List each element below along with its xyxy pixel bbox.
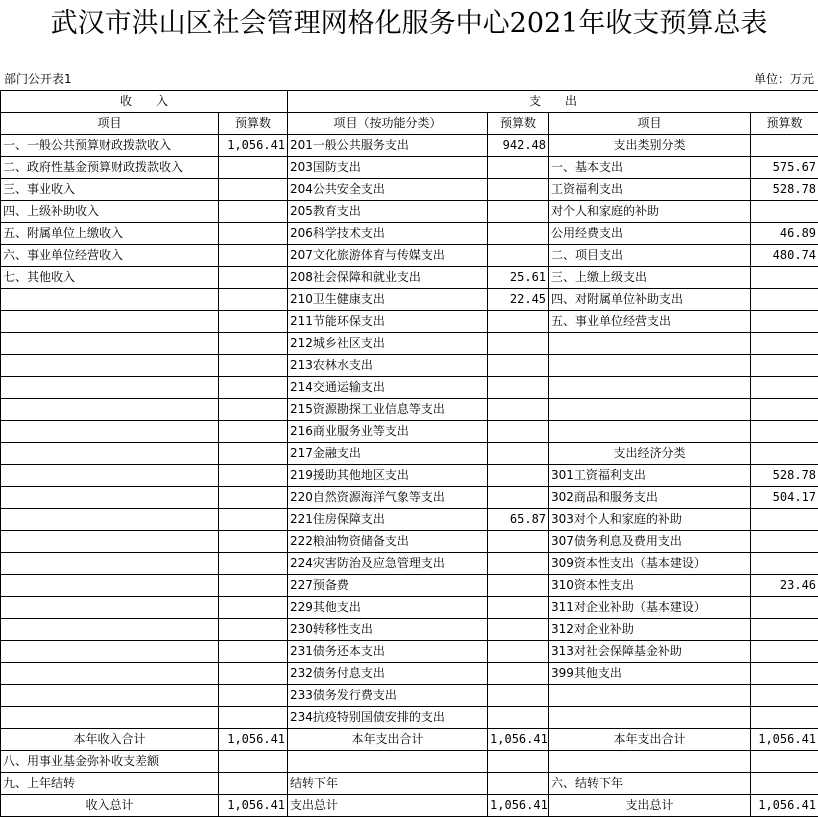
table-cell xyxy=(488,751,549,773)
table-row xyxy=(1,267,818,289)
table-row xyxy=(1,399,818,421)
table-cell xyxy=(751,663,818,685)
table-row xyxy=(1,553,818,575)
column-header: 预算数 xyxy=(219,113,288,135)
table-cell xyxy=(751,421,818,443)
table-cell: 25.61 xyxy=(488,267,549,289)
table-cell: 942.48 xyxy=(488,135,549,157)
table-cell xyxy=(751,267,818,289)
table-cell: 302商品和服务支出 xyxy=(549,487,751,509)
table-cell: 217金融支出 xyxy=(288,443,488,465)
table-cell: 310资本性支出 xyxy=(549,575,751,597)
table-cell xyxy=(488,443,549,465)
table-cell xyxy=(219,223,288,245)
table-cell xyxy=(488,575,549,597)
table-cell: 219援助其他地区支出 xyxy=(288,465,488,487)
table-cell xyxy=(1,355,219,377)
table-cell xyxy=(219,509,288,531)
table-cell xyxy=(1,597,219,619)
table-cell xyxy=(1,619,219,641)
table-cell: 23.46 xyxy=(751,575,818,597)
table-row xyxy=(1,751,818,773)
table-cell: 210卫生健康支出 xyxy=(288,289,488,311)
table-cell xyxy=(219,663,288,685)
table-cell xyxy=(1,311,219,333)
table-cell xyxy=(219,267,288,289)
table-cell xyxy=(751,531,818,553)
table-cell xyxy=(751,751,818,773)
table-cell: 本年支出合计 xyxy=(549,729,751,751)
table-cell: 211节能环保支出 xyxy=(288,311,488,333)
column-header: 项目（按功能分类） xyxy=(288,113,488,135)
column-header: 项目 xyxy=(1,113,219,135)
table-cell xyxy=(219,355,288,377)
table-cell: 1,056.41 xyxy=(488,795,549,817)
table-cell xyxy=(751,509,818,531)
table-cell: 七、其他收入 xyxy=(1,267,219,289)
table-cell xyxy=(488,245,549,267)
table-cell xyxy=(488,399,549,421)
table-cell: 收入总计 xyxy=(1,795,219,817)
table-cell: 220自然资源海洋气象等支出 xyxy=(288,487,488,509)
table-row xyxy=(1,179,818,201)
table-cell xyxy=(488,333,549,355)
table-cell xyxy=(549,333,751,355)
table-cell: 229其他支出 xyxy=(288,597,488,619)
table-cell: 233债务发行费支出 xyxy=(288,685,488,707)
table-cell: 213农林水支出 xyxy=(288,355,488,377)
table-row xyxy=(1,773,818,795)
table-row xyxy=(1,377,818,399)
table-cell: 234抗疫特别国债安排的支出 xyxy=(288,707,488,729)
table-cell xyxy=(219,707,288,729)
table-cell xyxy=(219,289,288,311)
table-row xyxy=(1,707,818,729)
table-row xyxy=(1,465,818,487)
table-row xyxy=(1,509,818,531)
table-cell: 303对个人和家庭的补助 xyxy=(549,509,751,531)
table-cell xyxy=(549,399,751,421)
table-cell: 311对企业补助（基本建设） xyxy=(549,597,751,619)
table-cell xyxy=(751,641,818,663)
table-cell xyxy=(1,531,219,553)
table-row xyxy=(1,641,818,663)
table-cell: 215资源勘探工业信息等支出 xyxy=(288,399,488,421)
table-cell xyxy=(751,553,818,575)
table-cell xyxy=(1,465,219,487)
table-cell: 工资福利支出 xyxy=(549,179,751,201)
table-cell xyxy=(1,333,219,355)
table-cell xyxy=(219,553,288,575)
table-cell: 1,056.41 xyxy=(219,135,288,157)
table-cell: 307债务利息及费用支出 xyxy=(549,531,751,553)
table-cell xyxy=(1,641,219,663)
table-cell xyxy=(751,377,818,399)
table-cell xyxy=(488,465,549,487)
table-cell xyxy=(751,399,818,421)
table-cell xyxy=(219,245,288,267)
table-cell xyxy=(751,619,818,641)
table-cell: 230转移性支出 xyxy=(288,619,488,641)
table-cell: 480.74 xyxy=(751,245,818,267)
table-cell xyxy=(549,421,751,443)
table-cell: 四、对附属单位补助支出 xyxy=(549,289,751,311)
table-cell xyxy=(219,487,288,509)
table-cell xyxy=(219,619,288,641)
table-cell: 65.87 xyxy=(488,509,549,531)
table-cell: 309资本性支出（基本建设） xyxy=(549,553,751,575)
table-cell xyxy=(488,311,549,333)
table-cell xyxy=(488,553,549,575)
table-cell xyxy=(488,707,549,729)
table-cell: 1,056.41 xyxy=(219,729,288,751)
income-section-header: 收 入 xyxy=(1,91,288,113)
table-cell: 二、项目支出 xyxy=(549,245,751,267)
table-cell xyxy=(1,685,219,707)
table-cell xyxy=(751,201,818,223)
table-row xyxy=(1,729,818,751)
table-cell xyxy=(488,597,549,619)
table-cell xyxy=(751,355,818,377)
table-cell xyxy=(219,201,288,223)
table-cell xyxy=(219,333,288,355)
budget-table xyxy=(0,90,818,817)
table-cell xyxy=(488,641,549,663)
column-header: 项目 xyxy=(549,113,751,135)
table-cell: 46.89 xyxy=(751,223,818,245)
table-cell xyxy=(549,685,751,707)
table-cell xyxy=(488,355,549,377)
table-cell xyxy=(751,773,818,795)
table-row xyxy=(1,487,818,509)
table-cell xyxy=(219,399,288,421)
table-row xyxy=(1,245,818,267)
table-row xyxy=(1,795,818,817)
table-cell: 对个人和家庭的补助 xyxy=(549,201,751,223)
table-cell xyxy=(219,465,288,487)
table-cell xyxy=(488,201,549,223)
table-cell xyxy=(1,707,219,729)
table-cell xyxy=(549,751,751,773)
table-cell: 227预备费 xyxy=(288,575,488,597)
table-cell: 22.45 xyxy=(488,289,549,311)
table-cell xyxy=(751,707,818,729)
table-cell xyxy=(219,685,288,707)
table-cell: 结转下年 xyxy=(288,773,488,795)
table-cell: 本年收入合计 xyxy=(1,729,219,751)
column-header: 预算数 xyxy=(751,113,818,135)
table-cell xyxy=(549,355,751,377)
table-cell: 222粮油物资储备支出 xyxy=(288,531,488,553)
table-cell: 216商业服务业等支出 xyxy=(288,421,488,443)
table-cell: 575.67 xyxy=(751,157,818,179)
table-cell xyxy=(751,311,818,333)
table-row xyxy=(1,333,818,355)
table-cell: 204公共安全支出 xyxy=(288,179,488,201)
table-row xyxy=(1,157,818,179)
table-cell xyxy=(751,289,818,311)
table-cell: 五、事业单位经营支出 xyxy=(549,311,751,333)
table-cell: 支出总计 xyxy=(549,795,751,817)
table-cell: 六、结转下年 xyxy=(549,773,751,795)
table-cell: 九、上年结转 xyxy=(1,773,219,795)
table-cell xyxy=(488,157,549,179)
table-cell: 312对企业补助 xyxy=(549,619,751,641)
table-cell: 三、上缴上级支出 xyxy=(549,267,751,289)
table-cell xyxy=(488,223,549,245)
table-cell xyxy=(288,751,488,773)
table-cell: 支出经济分类 xyxy=(549,443,751,465)
table-cell: 201一般公共服务支出 xyxy=(288,135,488,157)
section-header-row xyxy=(1,91,818,113)
unit-label: 单位：万元 xyxy=(754,72,814,86)
table-cell: 528.78 xyxy=(751,465,818,487)
table-row xyxy=(1,421,818,443)
table-cell: 支出总计 xyxy=(288,795,488,817)
table-cell: 207文化旅游体育与传媒支出 xyxy=(288,245,488,267)
table-cell: 232债务付息支出 xyxy=(288,663,488,685)
table-cell: 224灾害防治及应急管理支出 xyxy=(288,553,488,575)
table-cell: 公用经费支出 xyxy=(549,223,751,245)
table-cell xyxy=(1,575,219,597)
table-row xyxy=(1,355,818,377)
table-cell: 206科学技术支出 xyxy=(288,223,488,245)
table-cell xyxy=(488,487,549,509)
table-cell: 一、一般公共预算财政拨款收入 xyxy=(1,135,219,157)
table-row xyxy=(1,135,818,157)
table-cell xyxy=(751,135,818,157)
table-cell xyxy=(219,443,288,465)
page-title: 武汉市洪山区社会管理网格化服务中心2021年收支预算总表 xyxy=(0,4,818,44)
table-cell xyxy=(219,575,288,597)
column-header: 预算数 xyxy=(488,113,549,135)
table-row xyxy=(1,311,818,333)
table-cell xyxy=(751,685,818,707)
table-row xyxy=(1,201,818,223)
table-cell xyxy=(1,487,219,509)
table-cell: 支出类别分类 xyxy=(549,135,751,157)
table-cell xyxy=(488,421,549,443)
table-cell: 本年支出合计 xyxy=(288,729,488,751)
table-cell: 231债务还本支出 xyxy=(288,641,488,663)
table-cell: 399其他支出 xyxy=(549,663,751,685)
table-cell: 528.78 xyxy=(751,179,818,201)
table-cell xyxy=(219,157,288,179)
table-row xyxy=(1,443,818,465)
table-cell xyxy=(219,377,288,399)
table-cell: 六、事业单位经营收入 xyxy=(1,245,219,267)
table-cell xyxy=(219,311,288,333)
table-cell xyxy=(549,377,751,399)
table-cell xyxy=(549,707,751,729)
table-cell xyxy=(219,421,288,443)
table-cell: 三、事业收入 xyxy=(1,179,219,201)
table-row xyxy=(1,575,818,597)
table-cell: 1,056.41 xyxy=(488,729,549,751)
table-cell xyxy=(219,641,288,663)
table-cell xyxy=(219,597,288,619)
table-cell xyxy=(219,751,288,773)
table-cell: 221住房保障支出 xyxy=(288,509,488,531)
table-cell: 205教育支出 xyxy=(288,201,488,223)
table-cell: 203国防支出 xyxy=(288,157,488,179)
table-cell xyxy=(488,663,549,685)
table-cell: 1,056.41 xyxy=(219,795,288,817)
table-cell xyxy=(488,685,549,707)
table-cell xyxy=(1,421,219,443)
table-row xyxy=(1,597,818,619)
table-cell xyxy=(488,377,549,399)
table-cell xyxy=(1,377,219,399)
table-cell xyxy=(219,773,288,795)
table-cell: 四、上级补助收入 xyxy=(1,201,219,223)
table-cell xyxy=(488,773,549,795)
table-row xyxy=(1,663,818,685)
table-cell: 一、基本支出 xyxy=(549,157,751,179)
table-row xyxy=(1,685,818,707)
table-cell xyxy=(1,443,219,465)
table-cell: 313对社会保障基金补助 xyxy=(549,641,751,663)
table-cell xyxy=(219,179,288,201)
expenditure-section-header: 支 出 xyxy=(288,91,818,113)
form-label: 部门公开表1 xyxy=(4,72,72,86)
table-row xyxy=(1,289,818,311)
table-cell: 214交通运输支出 xyxy=(288,377,488,399)
column-header-row xyxy=(1,113,818,135)
table-cell xyxy=(488,179,549,201)
table-cell: 208社会保障和就业支出 xyxy=(288,267,488,289)
table-cell xyxy=(1,553,219,575)
table-cell xyxy=(1,663,219,685)
table-cell xyxy=(751,333,818,355)
table-cell xyxy=(1,509,219,531)
table-cell xyxy=(488,619,549,641)
table-row xyxy=(1,531,818,553)
table-cell xyxy=(1,289,219,311)
table-cell: 1,056.41 xyxy=(751,795,818,817)
table-row xyxy=(1,619,818,641)
table-row xyxy=(1,223,818,245)
table-cell xyxy=(751,597,818,619)
table-cell: 1,056.41 xyxy=(751,729,818,751)
table-cell: 301工资福利支出 xyxy=(549,465,751,487)
table-cell xyxy=(751,443,818,465)
table-cell xyxy=(1,399,219,421)
table-cell xyxy=(488,531,549,553)
table-cell xyxy=(219,531,288,553)
table-cell: 八、用事业基金弥补收支差额 xyxy=(1,751,219,773)
table-cell: 212城乡社区支出 xyxy=(288,333,488,355)
table-cell: 504.17 xyxy=(751,487,818,509)
table-cell: 二、政府性基金预算财政拨款收入 xyxy=(1,157,219,179)
table-cell: 五、附属单位上缴收入 xyxy=(1,223,219,245)
